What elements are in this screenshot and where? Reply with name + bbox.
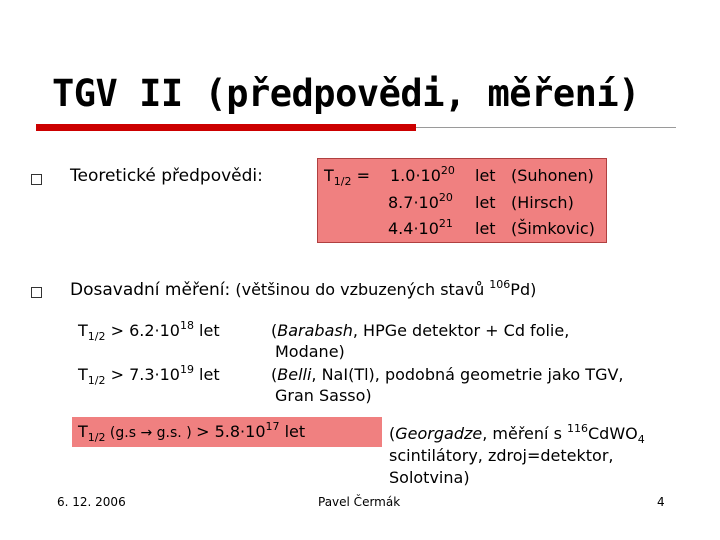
measurement-1-reference-line2: Modane) [275, 342, 345, 361]
bullet-square-icon [31, 174, 42, 185]
prediction-author-1: (Suhonen) [511, 166, 594, 185]
prediction-unit-1: let [475, 166, 496, 185]
title-underline-red [36, 124, 416, 131]
measurement-1: $T_{1/2} > 6.2\cdot 10^{18}$ let [78, 319, 220, 343]
ground-state-reference: (Georgadze, měření s $^{116}$CdWO$_4$ [389, 422, 645, 446]
measurement-2-reference: (Belli, NaI(Tl), podobná geometrie jako TGV, [271, 365, 624, 384]
prediction-unit-2: let [475, 193, 496, 212]
prediction-unit-3: let [475, 219, 496, 238]
footer-author: Pavel Čermák [318, 495, 401, 509]
prediction-value-1: $1.0\cdot 10^{20}$ [390, 164, 455, 185]
measurement-1-reference: (Barabash, HPGe detektor + Cd folie, [271, 321, 570, 340]
bullet-square-icon [31, 287, 42, 298]
ground-state-reference-line2: scintilátory, zdroj=detektor, [389, 446, 614, 465]
prediction-value-3: $4.4\cdot 10^{21}$ [388, 217, 453, 238]
footer-page-number: 4 [657, 495, 665, 509]
measurement-2: $T_{1/2} > 7.3\cdot 10^{19}$ let [78, 363, 220, 387]
ground-state-reference-line3: Solotvina) [389, 468, 470, 487]
footer-date: 6. 12. 2006 [57, 495, 126, 509]
predictions-halflife-label: $T_{1/2}$ = [324, 166, 370, 188]
slide-title: TGV II (předpovědi, měření) [52, 72, 640, 115]
theory-heading: Teoretické předpovědi: [70, 166, 263, 186]
measurement-2-reference-line2: Gran Sasso) [275, 386, 372, 405]
prediction-author-3: (Šimkovic) [511, 219, 595, 238]
measurements-heading: Dosavadní měření: (většinou do vzbuzených stavů $^{106}$Pd) [70, 278, 537, 300]
ground-state-measurement: $T_{1/2}$ (g.s → g.s. ) > $5.8\cdot 10^{17}$ let [78, 420, 306, 444]
prediction-author-2: (Hirsch) [511, 193, 574, 212]
prediction-value-2: $8.7\cdot 10^{20}$ [388, 191, 453, 212]
